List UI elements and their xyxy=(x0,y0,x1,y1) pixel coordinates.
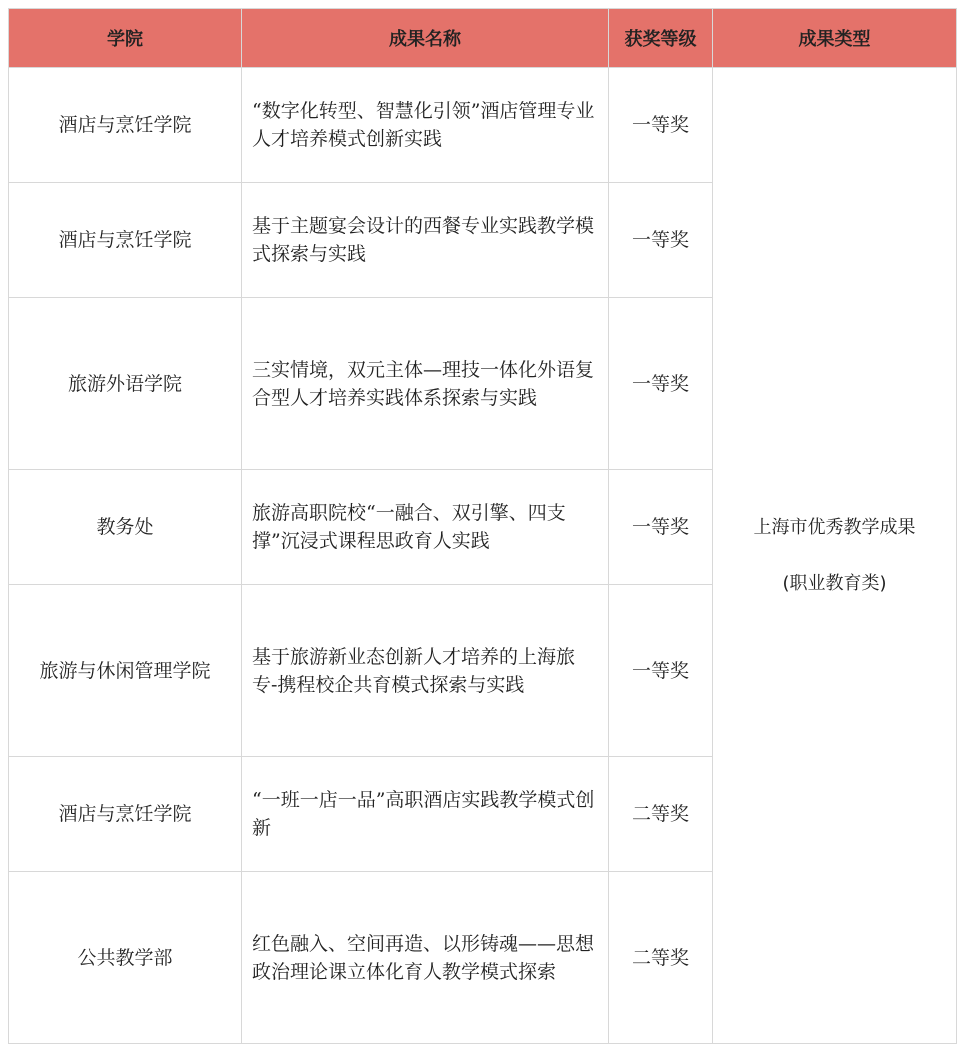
award-level-cell: 二等奖 xyxy=(609,872,713,1044)
award-level-cell: 二等奖 xyxy=(609,757,713,872)
college-cell: 公共教学部 xyxy=(9,872,242,1044)
achievement-type-line-1: 上海市优秀教学成果 xyxy=(753,516,916,538)
college-cell: 旅游外语学院 xyxy=(9,298,242,470)
college-cell: 酒店与烹饪学院 xyxy=(9,68,242,183)
header-achievement-type: 成果类型 xyxy=(713,9,957,68)
award-level-cell: 一等奖 xyxy=(609,298,713,470)
award-level-cell: 一等奖 xyxy=(609,470,713,585)
table-row xyxy=(9,68,957,183)
college-cell: 旅游与休闲管理学院 xyxy=(9,585,242,757)
achievement-name-cell: 三实情境，双元主体—理技一体化外语复合型人才培养实践体系探索与实践 xyxy=(242,298,609,470)
header-award-level: 获奖等级 xyxy=(609,9,713,68)
award-level-cell: 一等奖 xyxy=(609,68,713,183)
achievement-name-cell: 旅游高职院校“一融合、双引擎、四支撑”沉浸式课程思政育人实践 xyxy=(242,470,609,585)
award-level-cell: 一等奖 xyxy=(609,183,713,298)
header-college: 学院 xyxy=(9,9,242,68)
achievement-type-cell xyxy=(713,68,957,1044)
college-cell: 教务处 xyxy=(9,470,242,585)
college-cell: 酒店与烹饪学院 xyxy=(9,183,242,298)
achievement-type-line-2: (职业教育类) xyxy=(782,572,887,594)
achievement-name-cell: 红色融入、空间再造、以形铸魂——思想政治理论课立体化育人教学模式探索 xyxy=(242,872,609,1044)
achievement-name-cell: 基于主题宴会设计的西餐专业实践教学模式探索与实践 xyxy=(242,183,609,298)
achievement-name-cell: 基于旅游新业态创新人才培养的上海旅专-携程校企共育模式探索与实践 xyxy=(242,585,609,757)
award-level-cell: 一等奖 xyxy=(609,585,713,757)
table-header-row xyxy=(9,9,957,68)
header-achievement-name: 成果名称 xyxy=(242,9,609,68)
achievement-name-cell: “数字化转型、智慧化引领”酒店管理专业人才培养模式创新实践 xyxy=(242,68,609,183)
awards-table xyxy=(8,8,957,1044)
college-cell: 酒店与烹饪学院 xyxy=(9,757,242,872)
achievement-name-cell: “一班一店一品”高职酒店实践教学模式创新 xyxy=(242,757,609,872)
